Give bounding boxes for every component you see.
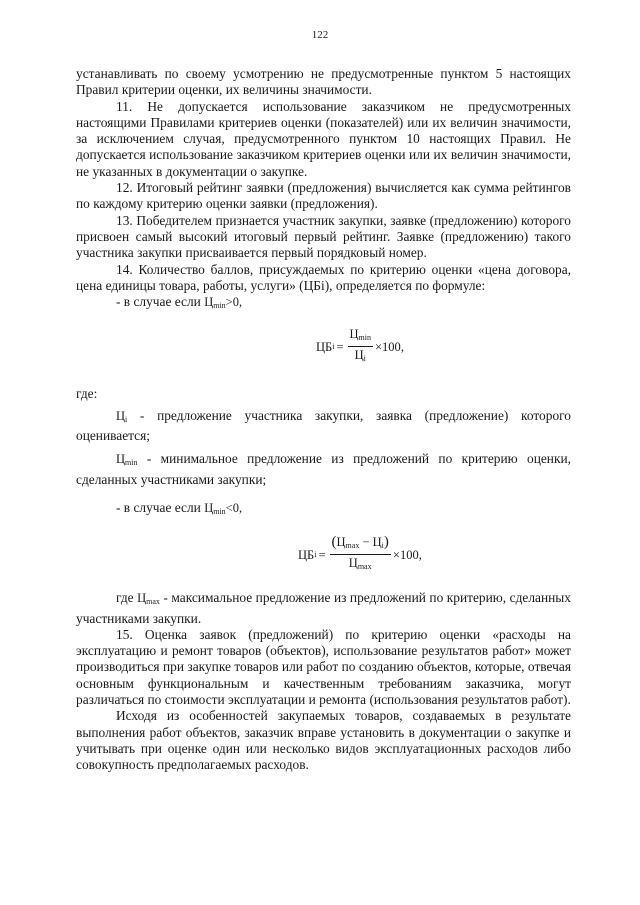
formula-max-price: ЦБ i = $\frac{(Ц_{max} - Ц_i)}{Ц_{max}}$ ×100 ,	[298, 534, 422, 572]
definition-cmax: где $Ц_{max}$ - максимальное предложение из предложений по критерию, сделанных участниками закупки.	[76, 590, 571, 626]
symbol-c: Ц	[204, 295, 214, 310]
paragraph-13: 13. Победителем признается участник закупки, заявке (предложению) которого присвоен самый высокий итоговый первый рейтинг. Заявке (предложению) такого участника закупки присваивается первый порядковый номер.	[76, 212, 571, 261]
document-body	[76, 66, 571, 774]
paragraph-11: 11. Не допускается использование заказчиком не предусмотренных настоящими Правилами критериев оценки (показателей) или их величин значимости, за исключением случая, предусмотренного пунктом 10 настоящих Правил. Не допускается использование заказчиком критериев оценки или их величин значимости, не указанных в документации о закупке.	[76, 98, 571, 179]
paragraph-intro: устанавливать по своему усмотрению не предусмотренные пунктом 5 настоящих Правил критерии оценки, их величины значимости.	[76, 66, 571, 98]
definition-cmin: $Ц_{min}$ - минимальное предложение из предложений по критерию оценки, сделанных участниками закупки;	[76, 451, 571, 487]
paragraph-14: 14. Количество баллов, присуждаемых по критерию оценки «цена договора, цена единицы товара, работы, услуги» (ЦБi), определяется по формуле:	[76, 261, 571, 293]
condition-cmin-negative: - в случае если $Ц_{min}<0$,	[116, 499, 243, 516]
fraction: $\frac{(Ц_{max} - Ц_i)}{Ц_{max}}$	[331, 534, 389, 572]
condition-cmin-positive: - в случае если $Ц_{min}>0$,	[116, 294, 243, 311]
where-label: где:	[76, 386, 98, 402]
definition-ci: $Ц_i$ - предложение участника закупки, заявка (предложение) которого оценивается;	[76, 407, 571, 444]
paragraph-12: 12. Итоговый рейтинг заявки (предложения) вычисляется как сумма рейтингов по каждому критерию оценки заявки (предложения).	[76, 180, 571, 212]
paragraph-15: 15. Оценка заявок (предложений) по критерию оценки «расходы на эксплуатацию и ремонт товаров (объектов), использование результатов работ» может производиться при закупке товаров или работ по созданию объектов, которые, отвечая основным функциональным и качественным требованиям заказчика, могут различаться по стоимости эксплуатации и ремонта (использования результатов работ).	[76, 626, 571, 708]
fraction: $\frac{Ц_{min}}{Ц_i}$	[349, 327, 371, 364]
page-number: 122	[311, 29, 329, 41]
paragraph-16: Исходя из особенностей закупаемых товаров, создаваемых в результате выполнения работ объектов, заказчик вправе установить в документации о закупке и учитывать при оценке один или несколько видов эксплуатационных расходов либо совокупность предполагаемых расходов.	[76, 708, 571, 773]
formula-min-price: ЦБ i = $\frac{Ц_{min}}{Ц_i}$ ×100 ,	[316, 327, 404, 364]
